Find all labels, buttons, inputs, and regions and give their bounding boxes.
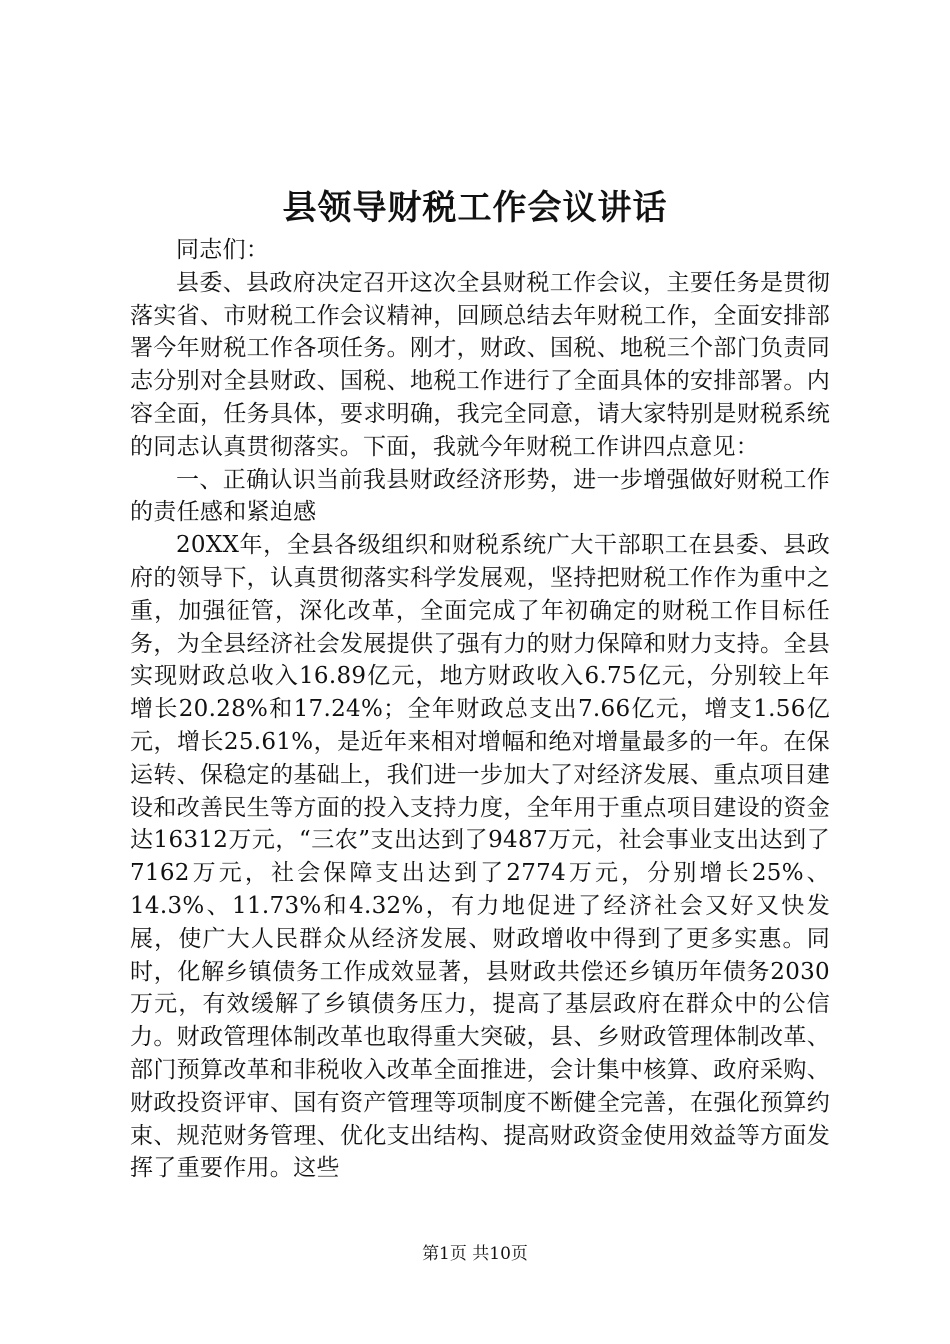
page-number-footer: 第1页 共10页: [422, 1244, 528, 1264]
body-paragraph: 20XX年，全县各级组织和财税系统广大干部职工在县委、县政府的领导下，认真贯彻落实科学发展观，坚持把财税工作作为重中之重，加强征管，深化改革，全面完成了年初确定的财税工作目标任务，为全县经济社会发展提供了强有力的财力保障和财力支持。全县实现财政总收入16.89亿元，地方财政收入6.75亿元，分别较上年增长20.28%和17.24%；全年财政总支出7.66亿元，增支1.56亿元，增长25.61%，是近年来相对增幅和绝对增量最多的一年。在保运转、保稳定的基础上，我们进一步加大了对经济发展、重点项目建设和改善民生等方面的投入支持力度，全年用于重点项目建设的资金达16312万元，“三农”支出达到了9487万元，社会事业支出达到了7162万元，社会保障支出达到了2774万元，分别增长25%、14.3%、11.73%和4.32%，有力地促进了经济社会又好又快发展，使广大人民群众从经济发展、财政增收中得到了更多实惠。同时，化解乡镇债务工作成效显著，县财政共偿还乡镇历年债务2030万元，有效缓解了乡镇债务压力，提高了基层政府在群众中的公信力。财政管理体制改革也取得重大突破，县、乡财政管理体制改革、部门预算改革和非税收入改革全面推进，会计集中核算、政府采购、财政投资评审、国有资产管理等项制度不断健全完善，在强化预算约束、规范财务管理、优化支出结构、提高财政资金使用效益等方面发挥了重要作用。这些: [130, 532, 830, 1182]
document-body: [130, 234, 830, 1185]
section-heading-1: 一、正确认识当前我县财政经济形势，进一步增强做好财税工作的责任感和紧迫感: [130, 466, 830, 526]
intro-paragraph: 县委、县政府决定召开这次全县财税工作会议，主要任务是贯彻落实省、市财税工作会议精神，回顾总结去年财税工作，全面安排部署今年财税工作各项任务。刚才，财政、国税、地税三个部门负责同志分别对全县财政、国税、地税工作进行了全面具体的安排部署。内容全面，任务具体，要求明确，我完全同意，请大家特别是财税系统的同志认真贯彻落实。下面，我就今年财税工作讲四点意见：: [130, 269, 830, 460]
document-title: 县领导财税工作会议讲话: [282, 188, 668, 228]
salutation-paragraph: 同志们：: [176, 237, 270, 263]
